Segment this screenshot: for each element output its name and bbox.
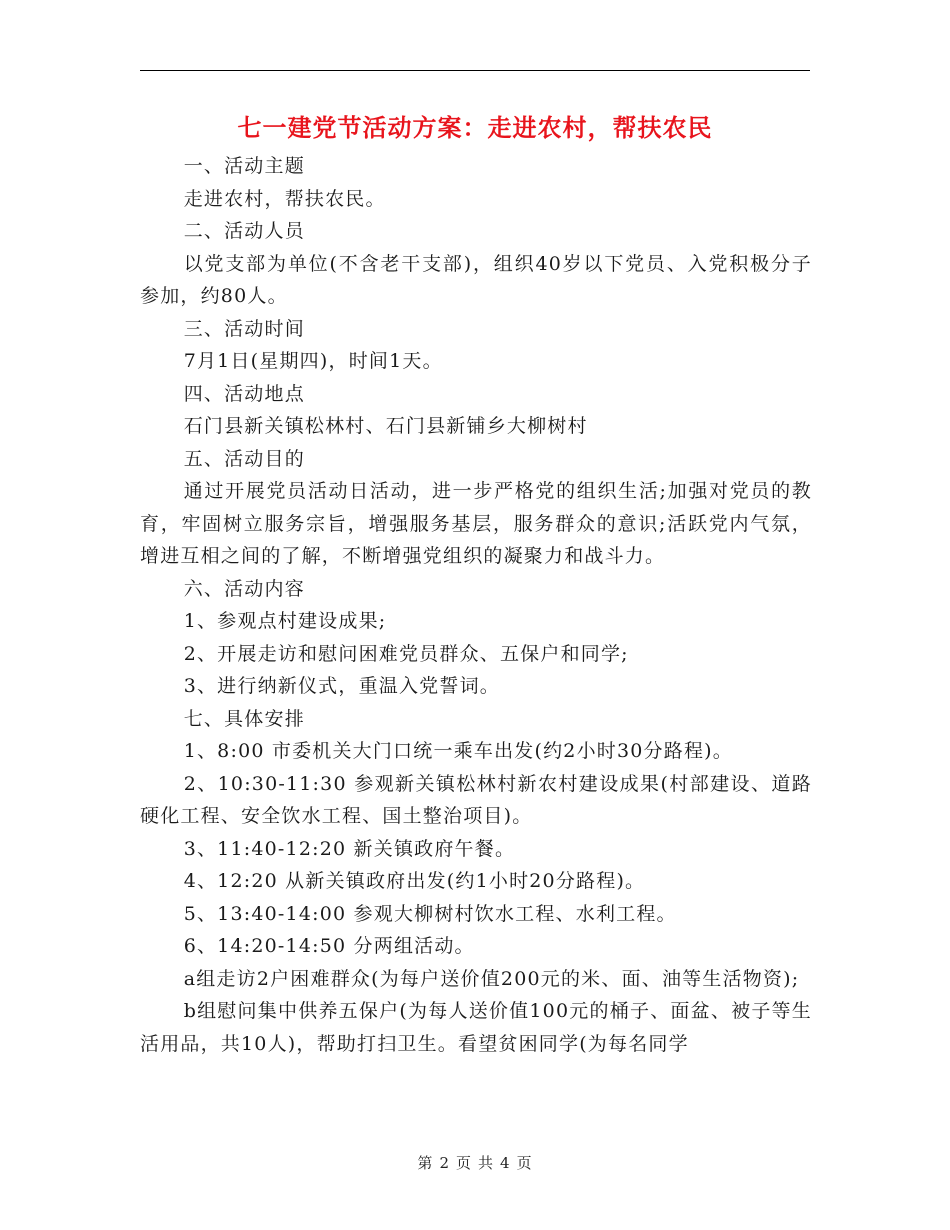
schedule-item: 5、13:40-14:00 参观大柳树村饮水工程、水利工程。: [183, 902, 677, 925]
schedule-item: 3、11:40-12:20 新关镇政府午餐。: [183, 837, 516, 860]
schedule-item: 1、8:00 市委机关大门口统一乘车出发(约2小时30分路程)。: [183, 740, 733, 762]
page-label-prefix: 第: [417, 1154, 434, 1172]
paragraph: a组走访2户困难群众(为每户送价值200元的米、面、油等生活物资);: [183, 967, 800, 990]
section-heading-participants: 二、活动人员: [183, 220, 305, 242]
list-item: 2、开展走访和慰问困难党员群众、五保户和同学;: [183, 642, 629, 665]
section-heading-content: 六、活动内容: [183, 577, 305, 600]
schedule-item: 2、10:30-11:30 参观新关镇松林村新农村建设成果(村部建设、道路硬化工程、安全饮水工程、国土整治项目)。: [140, 772, 812, 827]
section-heading-theme: 一、活动主题: [183, 155, 305, 177]
list-item: 1、参观点村建设成果;: [183, 610, 387, 632]
schedule-item: 4、12:20 从新关镇政府出发(约1小时20分路程)。: [183, 870, 646, 892]
paragraph: 走进农村，帮扶农民。: [183, 187, 386, 210]
schedule-item: 6、14:20-14:50 分两组活动。: [183, 935, 475, 957]
paragraph: 石门县新关镇松林村、石门县新铺乡大柳树村: [183, 415, 588, 437]
current-page-number: 2: [439, 1154, 450, 1172]
list-item: 3、进行纳新仪式，重温入党誓词。: [183, 675, 500, 697]
page-unit: 页: [455, 1154, 472, 1172]
total-unit: 页: [516, 1154, 533, 1172]
page-footer: [0, 1152, 950, 1173]
paragraph: 以党支部为单位(不含老干支部)，组织40岁以下党员、入党积极分子参加，约80人。: [140, 252, 812, 307]
section-heading-time: 三、活动时间: [183, 317, 305, 340]
document-title: 七一建党节活动方案：走进农村，帮扶农民: [237, 113, 713, 142]
total-label: 共: [478, 1154, 495, 1172]
section-heading-location: 四、活动地点: [183, 382, 305, 405]
header-rule: [140, 70, 810, 71]
section-heading-purpose: 五、活动目的: [183, 447, 305, 470]
paragraph: b组慰问集中供养五保户(为每人送价值100元的桶子、面盆、被子等生活用品，共10人)，帮助打扫卫生。看望贫困同学(为每名同学: [140, 1000, 812, 1055]
section-heading-schedule: 七、具体安排: [183, 707, 305, 730]
total-page-number: 4: [500, 1154, 511, 1172]
document-body: [140, 150, 812, 1060]
paragraph: 7月1日(星期四)，时间1天。: [183, 350, 443, 372]
paragraph: 通过开展党员活动日活动，进一步严格党的组织生活;加强对党员的教育，牢固树立服务宗旨，增强服务基层，服务群众的意识;活跃党内气氛，增进互相之间的了解，不断增强党组织的凝聚力和战斗力。: [140, 480, 812, 567]
